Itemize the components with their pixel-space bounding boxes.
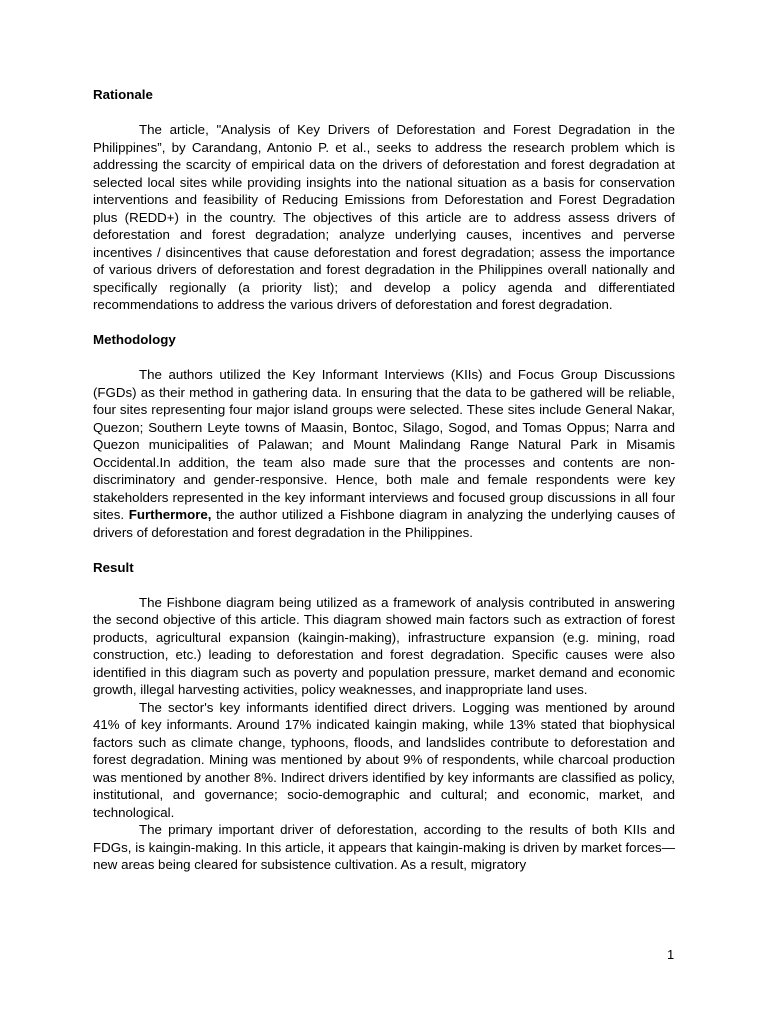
document-body	[93, 86, 675, 874]
methodology-heading: Methodology	[93, 332, 176, 347]
methodology-section	[93, 331, 675, 541]
methodology-bold-text: Furthermore,	[128, 507, 212, 522]
methodology-text-end: the author utilized a Fishbone diagram in analyzing the underlying causes of drivers of deforestation and forest degradation in the Philippines.	[93, 507, 676, 540]
rationale-heading: Rationale	[93, 87, 153, 102]
page-number: 1	[667, 947, 675, 962]
methodology-paragraph	[93, 366, 675, 541]
result-paragraph-3: The primary important driver of deforestation, according to the results of both KIIs and FDGs, is kaingin-making. In this article, it appears that kaingin-making is driven by market forces—new areas being cleared for subsistence cultivation. As a result, migratory	[93, 822, 675, 872]
result-heading: Result	[93, 559, 134, 575]
result-paragraph-2: The sector's key informants identified direct drivers. Logging was mentioned by around 41% of key informants. Around 17% indicated kaingin making, while 13% stated that biophysical factors such as climate change, typhoons, floods, and landslides contribute to deforestation and forest degradation. Mining was mentioned by about 9% of respondents, while charcoal production was mentioned by another 8%. Indirect drivers identified by key informants are classified as policy, institutional, and governance; socio-demographic and cultural; and economic, market, and technological.	[93, 699, 675, 820]
rationale-paragraph: The article, "Analysis of Key Drivers of Deforestation and Forest Degradation in the Philippines”, by Carandang, Antonio P. et al., seeks to address the research problem which is addressing the scarcity of empirical data on the drivers of deforestation and forest degradation at selected local sites while providing insights into the national situation as a basis for conservation interventions and feasibility of Reducing Emissions from Deforestation and Forest Degradation plus (REDD+) in the country. The objectives of this article are to address assess drivers of deforestation and forest degradation; analyze underlying causes, incentives and perverse incentives / disincentives that cause deforestation and forest degradation; assess the importance of various drivers of deforestation and forest degradation in the Philippines overall nationally and specifically regionally (a priority list); and develop a policy agenda and differentiated recommendations to address the various drivers of deforestation and forest degradation.	[93, 122, 675, 312]
methodology-text-start: The authors utilized the Key Informant Interviews (KIIs) and Focus Group Discussions (FGDs) as their method in gathering data. In ensuring that the data to be gathered will be reliable, four sites representing four major island groups were selected. These sites include General Nakar, Quezon; Southern Leyte towns of Maasin, Bontoc, Silago, Sogod, and Tomas Oppus; Narra and Quezon municipalities of Palawan; and Mount Malindang Range Natural Park in Misamis Occidental.In addition, the team also made sure that the processes and contents are non-discriminatory and gender-responsive. Hence, both male and female respondents were key stakeholders represented in the key informant interviews and focused group discussions in all four sites.	[93, 367, 675, 522]
result-paragraph-1: The Fishbone diagram being utilized as a framework of analysis contributed in answering the second objective of this article. This diagram showed main factors such as extraction of forest products, agricultural expansion (kaingin-making), infrastructure expansion (e.g. mining, road construction, etc.) leading to deforestation and forest degradation. Specific causes were also identified in this diagram such as poverty and population pressure, market demand and economic growth, illegal harvesting activities, policy weaknesses, and inappropriate land uses.	[93, 594, 675, 697]
rationale-section	[93, 86, 675, 314]
result-section	[93, 559, 675, 874]
